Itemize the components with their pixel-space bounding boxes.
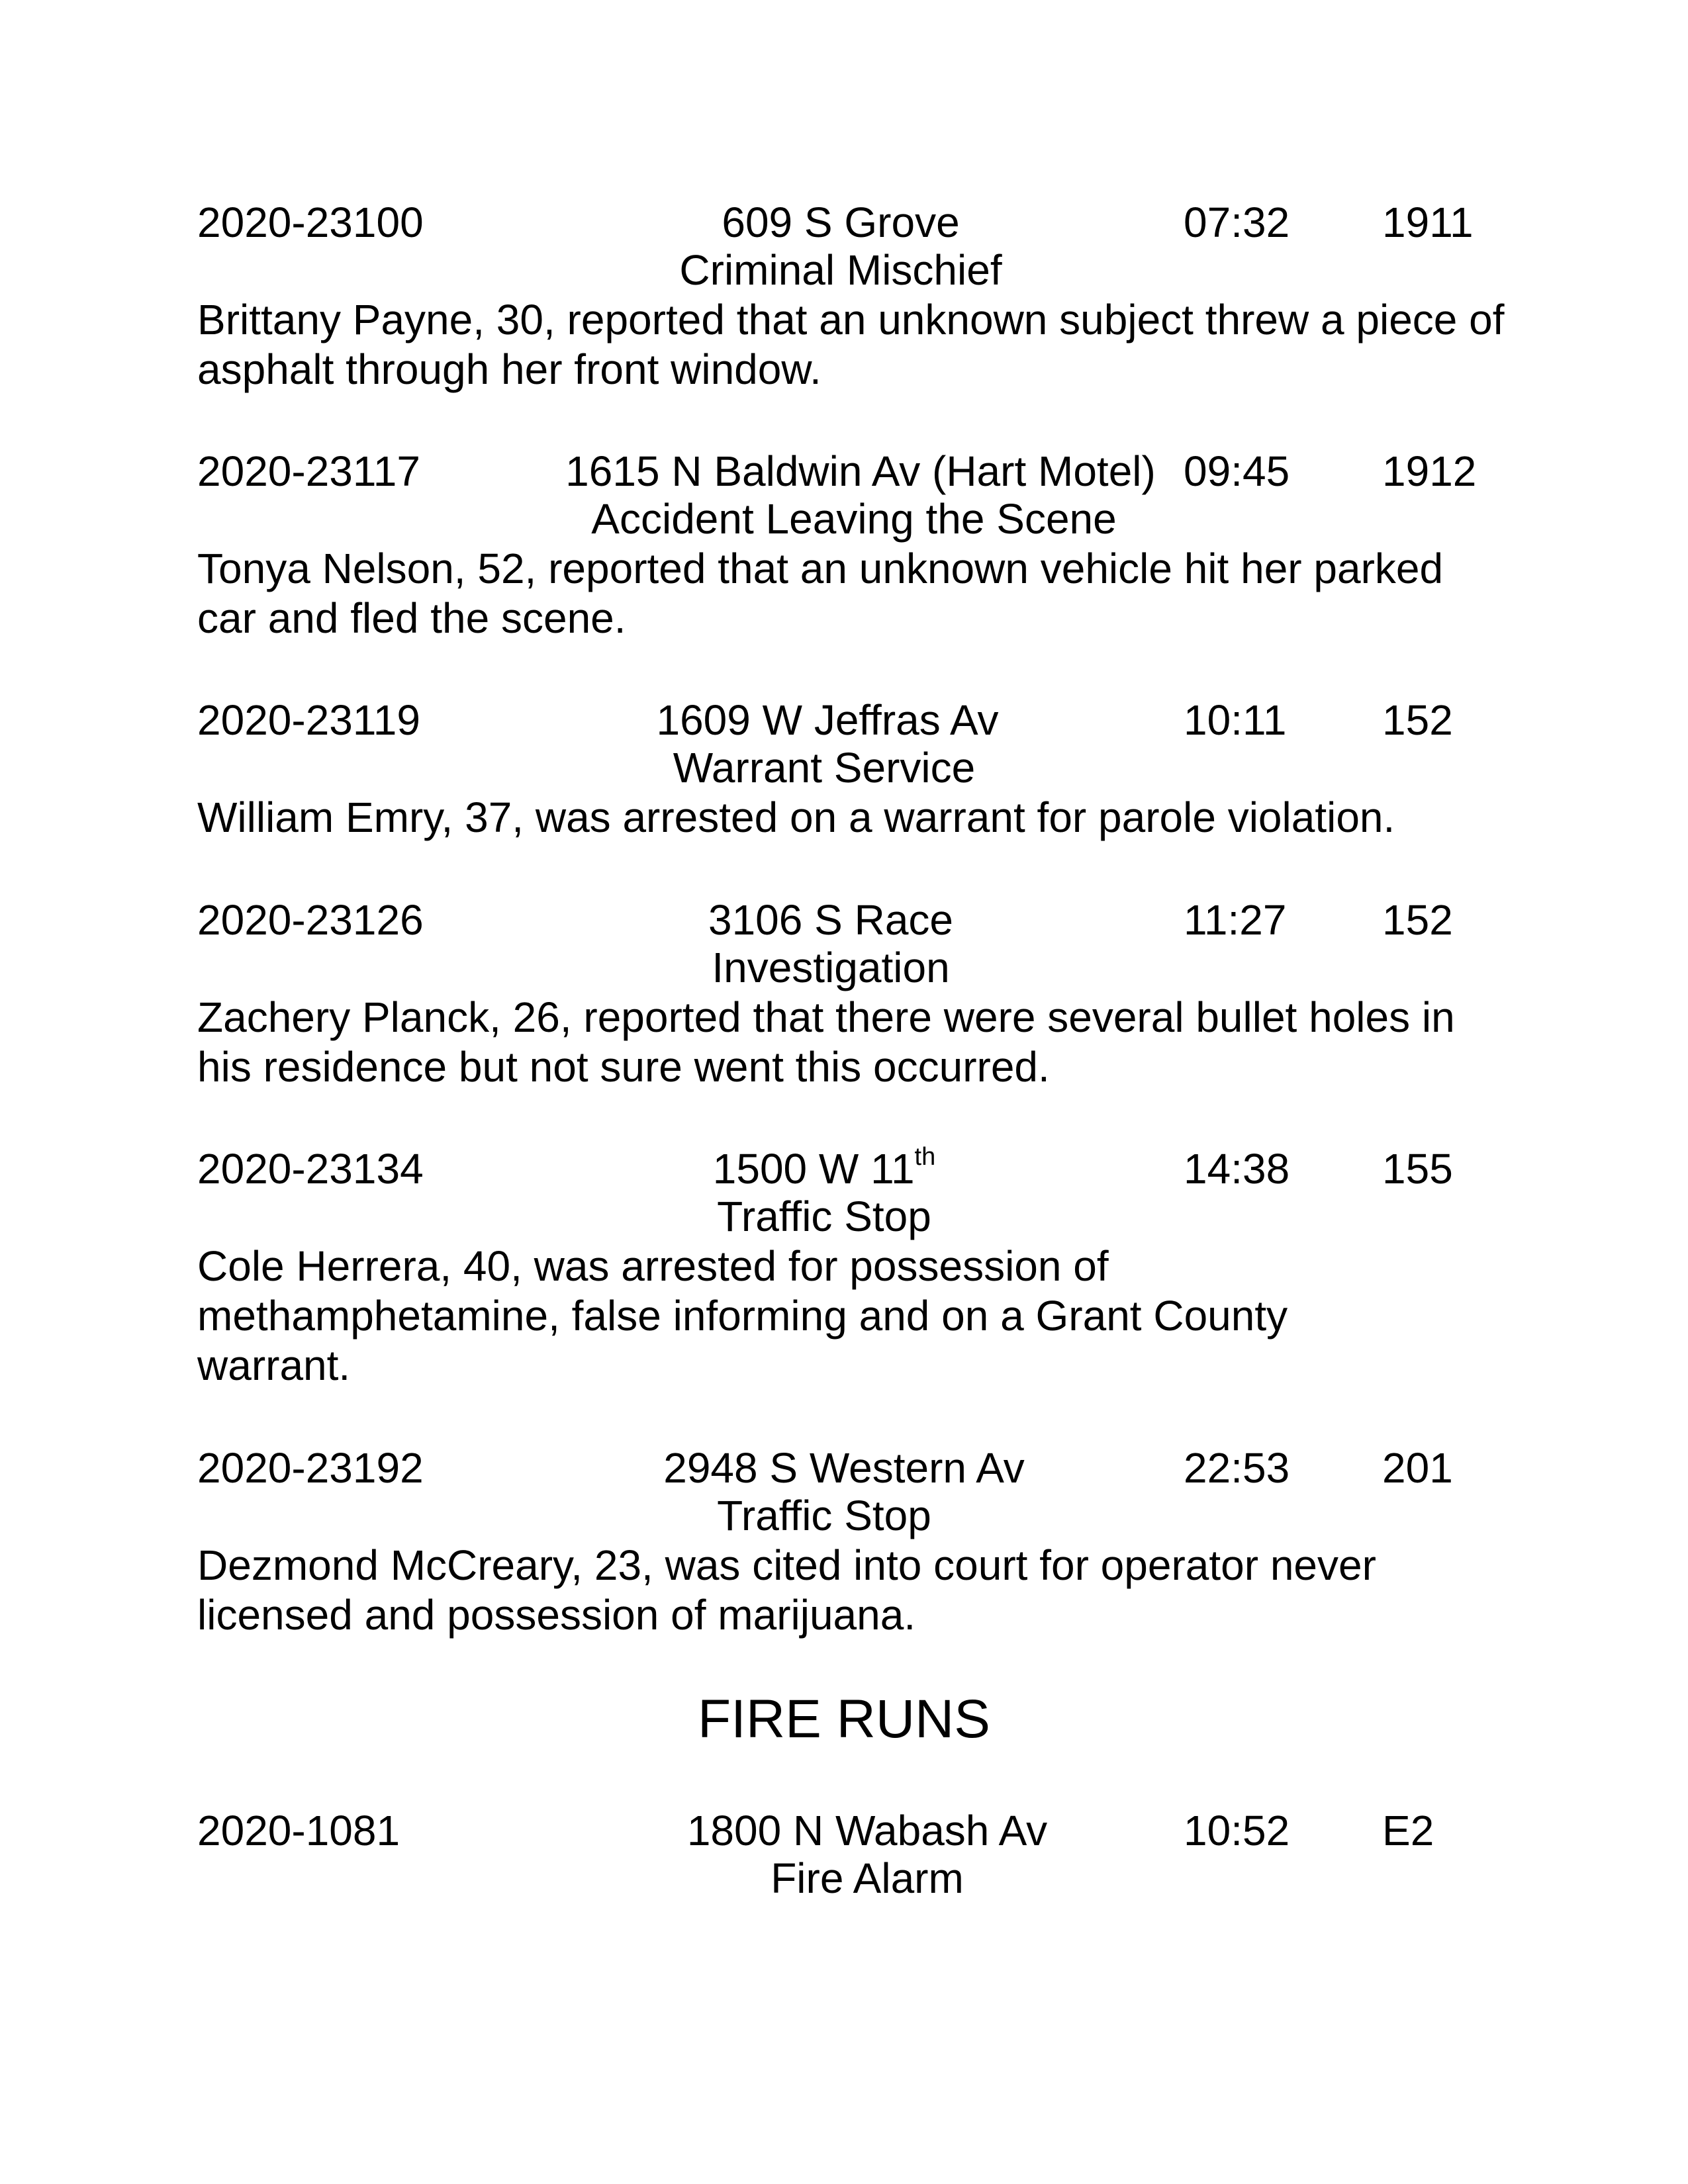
case-number: 2020-23119 [197,696,420,744]
incident-narrative: Zachery Planck, 26, reported that there were several bullet holes in his residence but not sure went this occurred. [197,993,1455,1091]
ordinal-suffix: th [914,1143,936,1171]
address-text: 2948 S Western Av [663,1444,1025,1492]
address-text: 609 S Grove [722,199,960,246]
incident-narrative: Tonya Nelson, 52, reported that an unknown vehicle hit her parked car and fled the scene. [197,545,1444,642]
address [496,695,1158,745]
case-number: 2020-23192 [197,1444,424,1492]
incident-type: Criminal Mischief [679,246,1002,294]
entry-header-row [0,197,1688,248]
case-number: 2020-23134 [197,1145,424,1193]
unit-number: 155 [1382,1145,1453,1193]
time: 22:53 [1184,1444,1290,1492]
incident-narrative: Dezmond McCreary, 23, was cited into court for operator never licensed and possession of marijuana. [197,1541,1376,1639]
entry-header-row [0,895,1688,945]
time: 10:11 [1184,696,1287,744]
unit-number: 201 [1382,1444,1453,1492]
entry-header-row [0,1144,1688,1194]
time: 10:52 [1184,1807,1290,1854]
incident-narrative: Brittany Payne, 30, reported that an unknown subject threw a piece of asphalt through her front window. [197,296,1505,393]
address [513,1443,1175,1493]
address-text: 1500 W 11 [712,1145,915,1193]
address [536,1805,1198,1856]
address [510,197,1172,248]
incident-type: Traffic Stop [717,1492,931,1539]
address [500,895,1162,945]
time: 11:27 [1184,896,1287,944]
time: 07:32 [1184,199,1290,246]
address-text: 1615 N Baldwin Av (Hart Motel) [565,447,1156,495]
address-text: 1609 W Jeffras Av [656,696,999,744]
incident-type: Accident Leaving the Scene [591,495,1117,543]
incident-type: Warrant Service [673,744,976,792]
entry-header-row [0,1805,1688,1856]
address-text: 3106 S Race [708,896,954,944]
incident-narrative: William Emry, 37, was arrested on a warrant for parole violation. [197,794,1395,841]
entry-header-row [0,446,1688,496]
unit-number: 1912 [1382,447,1477,495]
address [530,446,1192,496]
case-number: 2020-23117 [197,447,420,495]
address [493,1144,1155,1194]
incident-narrative: Cole Herrera, 40, was arrested for possession of methamphetamine, false informing and on a Grant County warrant. [197,1242,1288,1389]
time: 09:45 [1184,447,1290,495]
unit-number: 152 [1382,896,1453,944]
entry-header-row [0,695,1688,745]
unit-number: 152 [1382,696,1453,744]
incident-type: Traffic Stop [717,1193,931,1240]
incident-type: Investigation [712,944,950,991]
case-number: 2020-23126 [197,896,424,944]
entry-header-row [0,1443,1688,1493]
fire-runs-heading: FIRE RUNS [698,1689,990,1749]
incident-type: Fire Alarm [771,1854,964,1902]
time: 14:38 [1184,1145,1290,1193]
unit-number: 1911 [1382,199,1474,246]
unit-number: E2 [1382,1807,1434,1854]
address-text: 1800 N Wabash Av [686,1807,1048,1854]
case-number: 2020-23100 [197,199,424,246]
case-number: 2020-1081 [197,1807,400,1854]
